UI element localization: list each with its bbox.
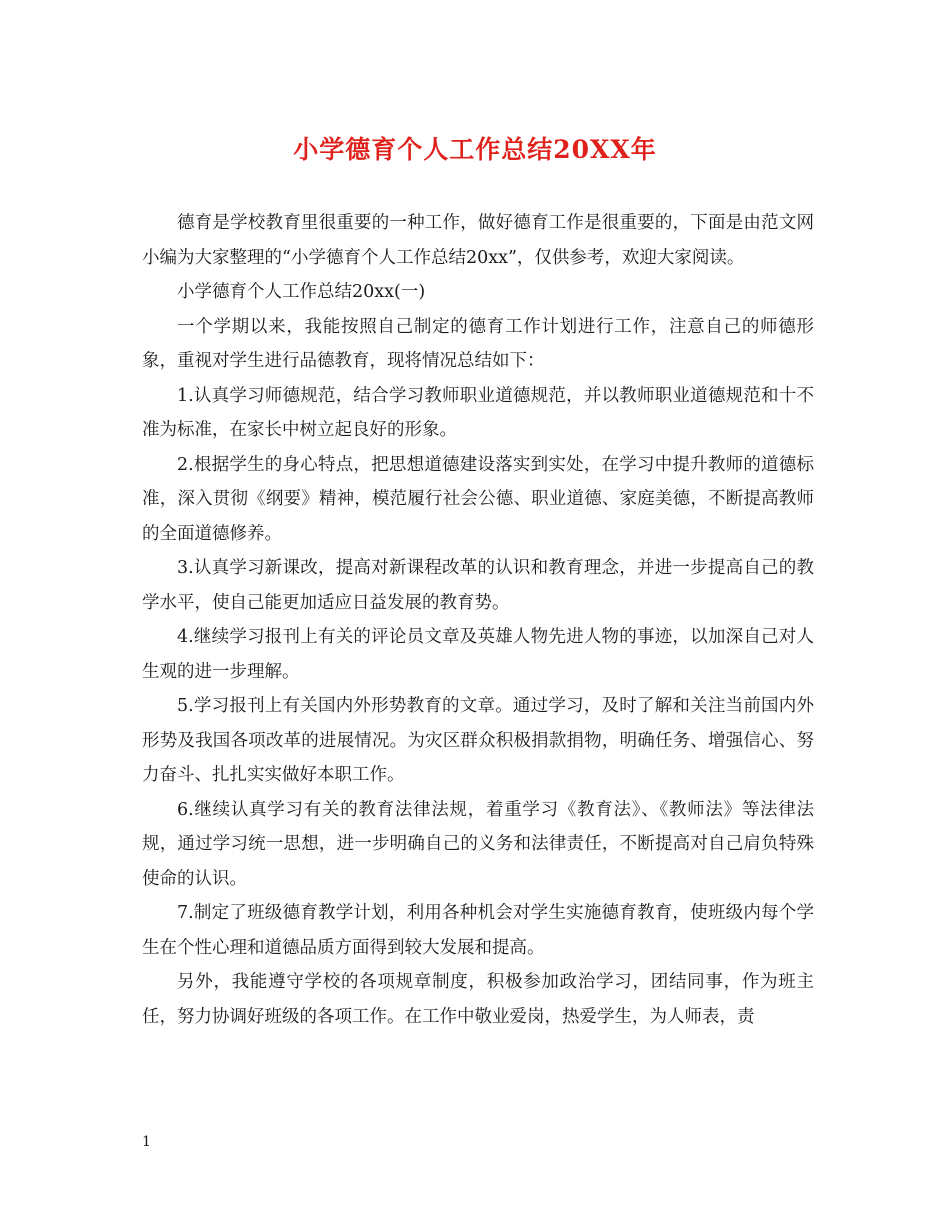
page-number: 1 [142,1134,151,1150]
paragraph-item-2: 2.根据学生的身心特点，把思想道德建设落实到实处，在学习中提升教师的道德标准，深入贯彻《纲要》精神，模范履行社会公德、职业道德、家庭美德，不断提高教师的全面道德修养。 [142,454,814,544]
paragraph-overview: 一个学期以来，我能按照自己制定的德育工作计划进行工作，注意自己的师德形象，重视对学生进行品德教育，现将情况总结如下： [142,316,814,371]
document-title: 小学德育个人工作总结20XX年 [293,135,657,164]
paragraph-item-4: 4.继续学习报刊上有关的评论员文章及英雄人物先进人物的事迹，以加深自己对人生观的进一步理解。 [142,627,814,682]
document-body [142,206,814,1034]
paragraph-item-6: 6.继续认真学习有关的教育法律法规，着重学习《教育法》、《教师法》等法律法规，通过学习统一思想，进一步明确自己的义务和法律责任，不断提高对自己肩负特殊使命的认识。 [142,799,814,889]
paragraph-item-7: 7.制定了班级德育教学计划，利用各种机会对学生实施德育教育，使班级内每个学生在个性心理和道德品质方面得到较大发展和提高。 [142,903,814,958]
paragraph-item-1: 1.认真学习师德规范，结合学习教师职业道德规范，并以教师职业道德规范和十不准为标准，在家长中树立起良好的形象。 [142,385,814,440]
paragraph-intro: 德育是学校教育里很重要的一种工作，做好德育工作是很重要的，下面是由范文网小编为大家整理的“小学德育个人工作总结20xx”，仅供参考，欢迎大家阅读。 [142,213,814,268]
paragraph-additional: 另外，我能遵守学校的各项规章制度，积极参加政治学习，团结同事，作为班主任，努力协调好班级的各项工作。在工作中敬业爱岗，热爱学生，为人师表，责 [142,972,814,1027]
section-heading: 小学德育个人工作总结20xx(一) [177,282,426,302]
paragraph-item-3: 3.认真学习新课改，提高对新课程改革的认识和教育理念，并进一步提高自己的教学水平，使自己能更加适应日益发展的教育势。 [142,558,814,613]
paragraph-item-5: 5.学习报刊上有关国内外形势教育的文章。通过学习，及时了解和关注当前国内外形势及我国各项改革的进展情况。为灾区群众积极捐款捐物，明确任务、增强信心、努力奋斗、扎扎实实做好本职工作。 [142,696,814,785]
